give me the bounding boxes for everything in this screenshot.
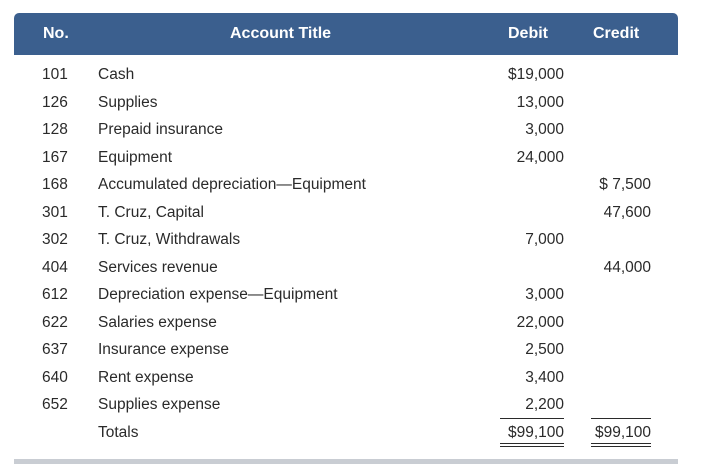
account-title: Services revenue [98,254,224,281]
debit-amount: 13,000 [516,93,564,111]
dot-leader [223,309,462,336]
table-bottom-bar [14,459,678,464]
trial-balance-table [14,13,678,464]
debit-double-rule-bottom [500,446,564,447]
account-number: 101 [42,66,68,83]
account-title-cell [98,281,462,308]
table-row [14,281,678,308]
account-number: 301 [42,203,68,221]
account-title: Prepaid insurance [98,116,229,143]
dot-leader [226,391,462,418]
account-number: 612 [42,286,68,303]
credit-double-rule-bottom [591,446,651,447]
account-title-cell [98,391,462,418]
dot-leader [224,254,462,281]
account-title-cell [98,116,462,143]
account-title: T. Cruz, Withdrawals [98,226,246,253]
account-title: Cash [98,61,140,88]
account-number: 302 [42,231,68,248]
account-title-cell [98,254,462,281]
account-title: Rent expense [98,364,200,391]
account-title-cell [98,199,462,226]
dot-leader [145,419,463,446]
totals-row [14,419,678,446]
dot-leader [229,116,462,143]
account-title-cell [98,336,462,363]
totals-debit: $99,100 [507,423,564,441]
credit-sum-rule [591,418,651,419]
table-row [14,309,678,336]
account-title: Supplies expense [98,391,226,418]
account-title-cell [98,364,462,391]
table-row [14,254,678,281]
account-title: Equipment [98,144,178,171]
debit-sum-rule [500,418,564,419]
table-row [14,336,678,363]
credit-amount: $ 7,500 [599,176,651,193]
account-title: Accumulated depreciation—Equipment [98,171,372,198]
dot-leader [140,61,462,88]
totals-label: Totals [98,419,145,446]
credit-amount: 47,600 [603,203,651,221]
account-title-cell [98,89,462,116]
account-number: 640 [42,368,68,386]
header-credit: Credit [593,25,640,42]
debit-amount: $19,000 [507,66,564,83]
debit-double-rule-top [500,443,564,444]
account-title-cell [98,226,462,253]
account-title: Supplies [98,89,163,116]
table-row [14,364,678,391]
debit-amount: 3,000 [525,121,564,138]
dot-leader [163,89,462,116]
account-number: 404 [42,258,68,276]
table-row [14,391,678,418]
account-title-cell [98,171,462,198]
account-title: T. Cruz, Capital [98,199,210,226]
credit-amount: 44,000 [603,258,651,276]
debit-amount: 3,400 [525,368,564,386]
header-debit: Debit [508,25,548,42]
debit-amount: 3,000 [525,286,564,303]
account-number: 128 [42,121,68,138]
totals-credit: $99,100 [594,423,651,441]
account-title: Depreciation expense—Equipment [98,281,344,308]
table-row [14,89,678,116]
debit-amount: 22,000 [516,313,564,331]
account-title: Salaries expense [98,309,223,336]
debit-amount: 2,200 [525,396,564,413]
table-row [14,199,678,226]
account-number: 167 [42,148,68,166]
table-row [14,61,678,88]
dot-leader [344,281,462,308]
account-number: 637 [42,341,68,358]
table-row [14,116,678,143]
dot-leader [200,364,462,391]
account-title: Insurance expense [98,336,235,363]
table-row [14,171,678,198]
credit-double-rule-top [591,443,651,444]
account-number: 168 [42,176,68,193]
dot-leader [178,144,462,171]
dot-leader [210,199,462,226]
dot-leader [235,336,462,363]
debit-amount: 24,000 [516,148,564,166]
dot-leader [372,171,462,198]
header-no: No. [43,25,69,42]
account-number: 652 [42,396,68,413]
table-header [14,13,678,55]
account-title-cell [98,61,462,88]
account-number: 622 [42,313,68,331]
dot-leader [246,226,462,253]
account-title-cell [98,144,462,171]
debit-amount: 7,000 [525,231,564,248]
header-account-title: Account Title [230,25,332,42]
account-number: 126 [42,93,68,111]
table-row [14,226,678,253]
debit-amount: 2,500 [525,341,564,358]
totals-title-cell [98,419,462,446]
table-row [14,144,678,171]
account-title-cell [98,309,462,336]
